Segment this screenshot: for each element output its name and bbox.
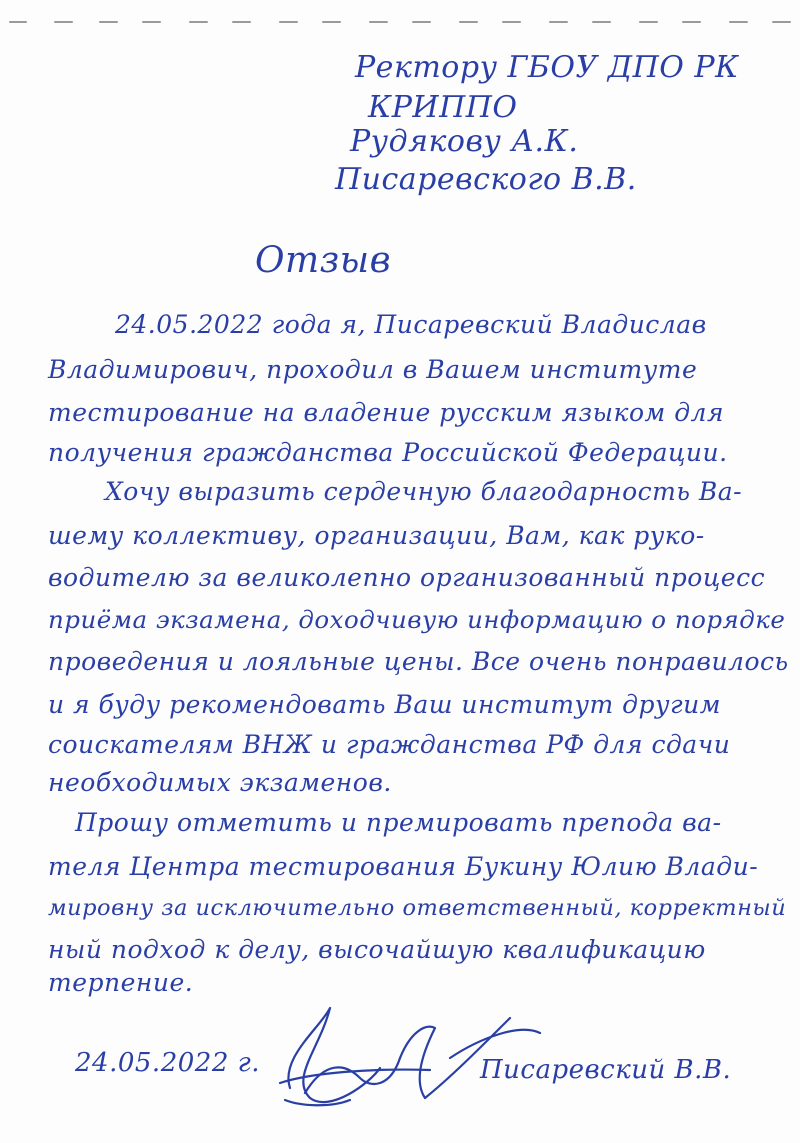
perforation-edge: [0, 0, 800, 40]
body-line: водителю за великолепно организованный процесс: [48, 563, 766, 592]
body-line: Прошу отметить и премировать препода ва-: [75, 808, 722, 837]
body-line: тестирование на владение русским языком для: [48, 398, 725, 427]
body-line: получения гражданства Российской Федерации.: [48, 438, 728, 467]
signature-scribble: [250, 988, 550, 1118]
body-line: Хочу выразить сердечную благодарность Ва-: [105, 477, 743, 506]
body-line: ный подход к делу, высочайшую квалификацию: [48, 935, 706, 964]
body-line: шему коллективу, организации, Вам, как руко-: [48, 521, 705, 550]
letter-date: 24.05.2022 г.: [75, 1048, 261, 1078]
body-line: соискателям ВНЖ и гражданства РФ для сдачи: [48, 730, 731, 759]
addressee-line-4: Писаревского В.В.: [335, 162, 637, 197]
body-line: терпение.: [48, 968, 194, 997]
body-line: и я буду рекомендовать Ваш институт другим: [48, 690, 721, 719]
body-line: мировну за исключительно ответственный, корректный: [48, 895, 787, 921]
addressee-line-2: КРИППО: [368, 90, 518, 125]
body-line: Владимирович, проходил в Вашем институте: [48, 355, 698, 384]
body-line: приёма экзамена, доходчивую информацию о порядке: [48, 605, 786, 634]
body-line: теля Центра тестирования Букину Юлию Влади-: [48, 852, 759, 881]
letter-title: Отзыв: [255, 240, 392, 281]
addressee-line-3: Рудякову А.К.: [350, 124, 579, 159]
signer-name: Писаревский В.В.: [480, 1055, 732, 1085]
body-line: проведения и лояльные цены. Все очень понравилось: [48, 647, 789, 676]
body-line: 24.05.2022 года я, Писаревский Владислав: [115, 310, 707, 339]
addressee-line-1: Ректору ГБОУ ДПО РК: [355, 50, 739, 85]
body-line: необходимых экзаменов.: [48, 768, 392, 797]
